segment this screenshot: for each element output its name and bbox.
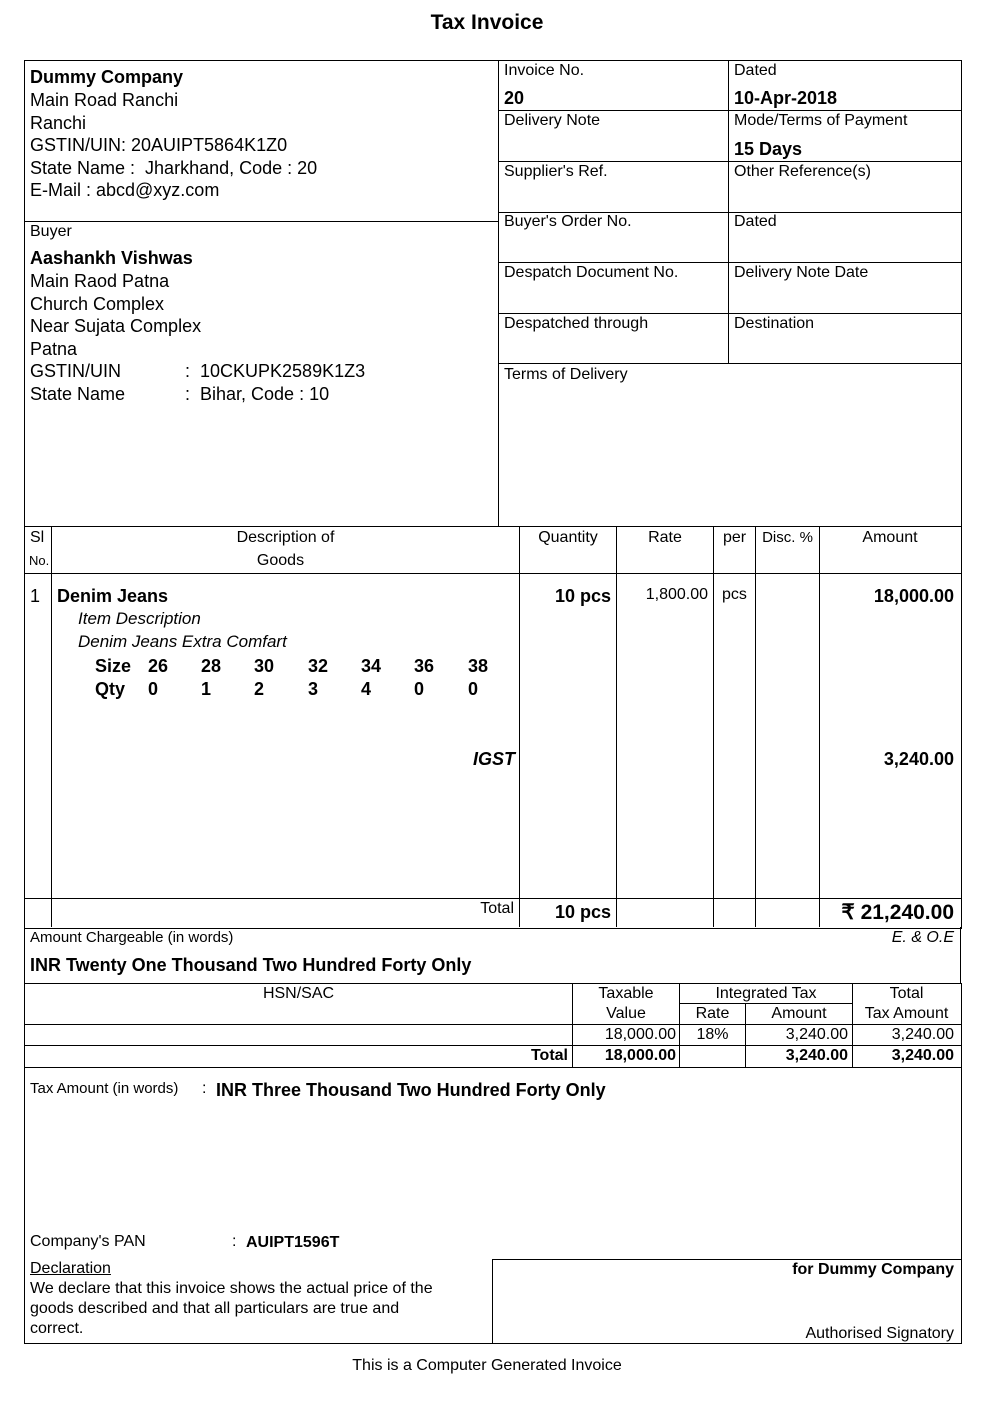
buyer-gstin-label: GSTIN/UIN	[30, 361, 122, 381]
signature-for: for Dummy Company	[792, 1261, 954, 1278]
seller-email: E-Mail : abcd@xyz.com	[30, 180, 220, 200]
size-value: 38	[468, 656, 489, 676]
despatch-doc-label: Despatch Document No.	[504, 264, 679, 281]
delivery-note-date-label: Delivery Note Date	[734, 264, 869, 281]
tax-words-label: Tax Amount (in words)	[30, 1080, 179, 1097]
size-value: 30	[254, 656, 275, 676]
col-sl-2: No.	[29, 553, 50, 568]
despatched-through-label: Despatched through	[504, 315, 649, 332]
igst-amount: 3,240.00	[883, 749, 954, 769]
total-label: Total	[480, 900, 514, 917]
dated-label: Dated	[734, 62, 777, 79]
tax-words-colon: :	[202, 1080, 207, 1097]
qty-label: Qty	[95, 679, 126, 699]
size-value: 28	[201, 656, 222, 676]
buyer-label: Buyer	[30, 223, 72, 240]
supplier-ref-label: Supplier's Ref.	[504, 163, 608, 180]
item-rate: 1,800.00	[645, 586, 708, 603]
seller-address-1: Main Road Ranchi	[30, 90, 179, 110]
qty-value: 2	[254, 679, 265, 699]
col-amount: Amount	[862, 529, 918, 546]
seller-name: Dummy Company	[30, 67, 184, 87]
col-rate: Rate	[648, 529, 682, 546]
integrated-tax-header: Integrated Tax	[715, 985, 817, 1002]
hsn-total-amount: 3,240.00	[785, 1047, 848, 1064]
item-name: Denim Jeans	[57, 586, 169, 606]
total-tax-header-2: Tax Amount	[864, 1005, 949, 1022]
amount-header: Amount	[771, 1005, 827, 1022]
invoice-date: 10-Apr-2018	[734, 88, 838, 108]
hsn-amount: 3,240.00	[785, 1026, 848, 1043]
size-value: 32	[308, 656, 329, 676]
declaration-label: Declaration	[30, 1260, 111, 1277]
hsn-total: 3,240.00	[891, 1026, 954, 1043]
buyer-gstin-value: : 10CKUPK2589K1Z3	[185, 361, 366, 381]
buyer-state-value: : Bihar, Code : 10	[185, 384, 330, 404]
qty-value: 0	[468, 679, 479, 699]
pan-value: AUIPT1596T	[246, 1234, 340, 1251]
seller-state: State Name : Jharkhand, Code : 20	[30, 158, 318, 178]
seller-address-2: Ranchi	[30, 113, 87, 133]
buyer-address-4: Patna	[30, 339, 78, 359]
buyer-order-label: Buyer's Order No.	[504, 213, 632, 230]
qty-value: 4	[361, 679, 372, 699]
igst-label: IGST	[472, 749, 515, 769]
size-label: Size	[95, 656, 132, 676]
rate-header: Rate	[695, 1005, 730, 1022]
mode-terms-value: 15 Days	[734, 139, 803, 159]
authorised-signatory: Authorised Signatory	[805, 1325, 954, 1342]
buyer-name: Aashankh Vishwas	[30, 248, 193, 268]
hsn-taxable: 18,000.00	[604, 1026, 676, 1043]
item-sl: 1	[30, 586, 41, 606]
eoe-label: E. & O.E	[891, 929, 954, 946]
buyer-address-1: Main Raod Patna	[30, 271, 170, 291]
item-desc: Denim Jeans Extra Comfart	[78, 632, 287, 651]
invoice-header-box	[24, 60, 962, 527]
declaration-line-3: correct.	[30, 1320, 84, 1337]
destination-label: Destination	[734, 315, 815, 332]
item-desc-label: Item Description	[78, 609, 201, 628]
terms-delivery-label: Terms of Delivery	[504, 366, 628, 383]
col-sl-1: Sl	[30, 529, 45, 546]
qty-value: 0	[414, 679, 425, 699]
qty-value: 1	[201, 679, 212, 699]
size-value: 34	[361, 656, 382, 676]
item-amount: 18,000.00	[873, 586, 954, 606]
delivery-note-label: Delivery Note	[504, 112, 601, 129]
col-per: per	[722, 529, 747, 546]
mode-terms-label: Mode/Terms of Payment	[734, 112, 908, 129]
qty-value: 0	[148, 679, 159, 699]
footer-note: This is a Computer Generated Invoice	[352, 1357, 622, 1374]
total-tax-header-1: Total	[889, 985, 924, 1002]
dated2-label: Dated	[734, 213, 777, 230]
buyer-address-3: Near Sujata Complex	[30, 316, 202, 336]
pan-colon: :	[232, 1233, 237, 1250]
col-quantity: Quantity	[538, 529, 598, 546]
size-value: 36	[414, 656, 435, 676]
declaration-line-2: goods described and that all particulars are true and	[30, 1300, 400, 1317]
invoice-no-label: Invoice No.	[504, 62, 585, 79]
hsn-header: HSN/SAC	[262, 985, 335, 1002]
amount-words-label: Amount Chargeable (in words)	[30, 929, 234, 946]
buyer-address-2: Church Complex	[30, 294, 165, 314]
declaration-line-1: We declare that this invoice shows the actual price of the	[30, 1280, 433, 1297]
page-title: Tax Invoice	[430, 11, 544, 34]
hsn-total-tax: 3,240.00	[891, 1047, 954, 1064]
buyer-state-label: State Name	[30, 384, 126, 404]
pan-label: Company's PAN	[30, 1233, 146, 1250]
taxable-header-1: Taxable	[598, 985, 654, 1002]
item-quantity: 10 pcs	[554, 586, 611, 606]
hsn-total-label: Total	[530, 1047, 568, 1064]
col-desc-1: Description of	[236, 529, 335, 546]
tax-words: INR Three Thousand Two Hundred Forty Only	[216, 1080, 606, 1100]
other-ref-label: Other Reference(s)	[734, 163, 871, 180]
grand-total: ₹ 21,240.00	[841, 901, 954, 924]
item-per: pcs	[722, 586, 747, 603]
col-disc: Disc. %	[762, 529, 813, 546]
col-desc-2: Goods	[256, 552, 305, 569]
amount-words: INR Twenty One Thousand Two Hundred Forty Only	[30, 955, 472, 975]
hsn-rate: 18%	[696, 1026, 729, 1043]
hsn-total-taxable: 18,000.00	[604, 1047, 676, 1064]
total-quantity: 10 pcs	[554, 902, 611, 922]
taxable-header-2: Value	[606, 1005, 646, 1022]
size-value: 26	[148, 656, 169, 676]
seller-gstin: GSTIN/UIN: 20AUIPT5864K1Z0	[30, 135, 288, 155]
invoice-no: 20	[504, 88, 525, 108]
qty-value: 3	[308, 679, 319, 699]
